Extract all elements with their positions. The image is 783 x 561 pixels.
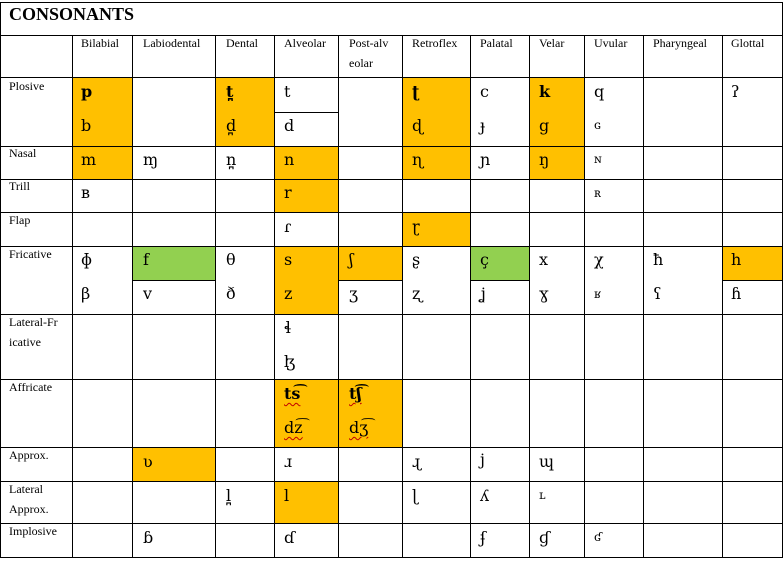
symbol-eng: ŋ [539,150,550,169]
cell [338,212,403,247]
symbol-tesh-affricate: tʃ͡ [349,384,362,403]
symbol-bilabial-trill: ʙ [81,183,91,202]
cell [338,246,403,281]
col-header-velar: Velar [539,36,565,50]
row-header-lateral-approx: Lateral Approx. [9,482,49,516]
symbol-gamma: ɣ [539,284,549,303]
cell [643,379,723,448]
symbol-retroflex-flap: ɽ [412,217,420,236]
col-header-labiodental: Labiodental [143,36,201,50]
cell [584,523,644,558]
cell [470,212,530,247]
cell [215,481,275,524]
cell [338,77,403,147]
symbol-s: s [284,250,293,269]
symbol-turned-y: ʎ [480,486,490,505]
cell [338,280,403,315]
cell [722,523,783,558]
cell [470,481,530,524]
cell [470,246,530,281]
symbol-small-cap-g: ɢ [594,118,601,132]
symbol-small-cap-l: ʟ [539,488,546,502]
symbol-l-dental: l̪ [226,486,232,505]
cell [643,481,723,524]
cell [584,179,644,213]
cell [722,481,783,524]
symbol-d-dental: d̪ [226,116,237,135]
symbol-small-cap-g-hook: ʛ [594,530,602,544]
symbol-labiodental-nasal: ɱ [143,150,159,169]
symbol-dz-affricate: dz͡ [284,418,303,437]
cell [215,523,275,558]
cell [529,447,585,482]
cell [529,246,585,315]
cell [402,523,471,558]
symbol-dezh-affricate: dʒ͡ [349,418,369,437]
cell [529,212,585,247]
symbol-z: z [284,284,293,303]
cell [722,314,783,380]
cell [338,523,403,558]
symbol-ts-affricate: ts͡ [284,384,301,403]
symbol-c: c [480,82,489,101]
symbol-n-dental: n̪ [226,150,237,169]
cell [722,179,783,213]
cell [402,179,471,213]
symbol-alveolar-flap: ɾ [284,217,292,236]
symbol-eth: ð [226,284,236,303]
cell [722,447,783,482]
symbol-turned-r: ɹ [284,452,293,471]
symbol-phi: ɸ [81,250,93,269]
symbol-turned-m-leg: ɰ [539,452,555,471]
cell [72,447,133,482]
cell [402,379,471,448]
cell [722,212,783,247]
symbol-x: x [539,250,549,269]
cell [215,212,275,247]
symbol-j: j [480,450,485,469]
cell [338,379,403,448]
symbol-h-bar: ħ [653,250,664,269]
symbol-h: h [731,250,742,269]
symbol-r: r [284,183,292,202]
row-header-trill: Trill [9,179,30,193]
symbol-lezh: ɮ [284,352,296,371]
cell [584,77,644,147]
symbol-n: n [284,150,295,169]
symbol-retroflex-z: ʐ [412,284,422,303]
cell [132,379,216,448]
cell [584,146,644,180]
symbol-g-hook: ɠ [539,528,550,547]
cell [722,379,783,448]
symbol-barred-j: ɟ [480,116,486,135]
cell [215,379,275,448]
cell [584,212,644,247]
symbol-retroflex-nasal: ɳ [412,150,424,169]
row-header-fricative: Fricative [9,247,52,261]
cell [402,314,471,380]
cell [215,246,275,315]
cell [132,77,216,147]
cell [529,179,585,213]
cell [643,447,723,482]
symbol-d: d [284,116,295,135]
symbol-t: t [284,82,291,101]
symbol-b-hook: ɓ [143,528,154,547]
symbol-esh: ʃ [349,250,354,269]
symbol-inverted-r: ʁ [594,287,601,301]
col-header-uvular: Uvular [594,36,628,50]
symbol-h-hook: ɦ [731,284,742,303]
cell [643,212,723,247]
cell [470,314,530,380]
cell [584,379,644,448]
symbol-belted-l: ɬ [284,318,292,337]
cell [72,379,133,448]
row-header-affricate: Affricate [9,380,53,394]
row-header-plosive: Plosive [9,79,45,93]
symbol-palatal-nasal: ɲ [480,150,491,169]
cell [338,146,403,180]
cell [470,179,530,213]
cell [215,77,275,147]
cell [338,314,403,380]
col-header-glottal: Glottal [731,36,765,50]
symbol-glottal-stop: ʔ [731,82,740,101]
cell [470,146,530,180]
cell [643,314,723,380]
row-header-lateral-fricative: Lateral-Fricative [9,315,58,349]
symbol-g: g [539,116,550,135]
cell [338,179,403,213]
cell [470,77,530,147]
cell [584,246,644,315]
cell [132,314,216,380]
symbol-t-dental: t̪ [226,82,234,101]
cell [643,179,723,213]
symbol-turned-r-hook: ɻ [412,452,421,471]
col-header-pharyngeal: Pharyngeal [653,36,707,50]
cell [584,314,644,380]
symbol-t-retroflex: ʈ [412,82,420,101]
symbol-small-cap-n: ɴ [594,152,602,166]
symbol-curly-j: ʝ [480,284,486,303]
symbol-v: v [143,284,153,303]
cell [584,447,644,482]
symbol-beta: β [81,284,91,303]
cell [132,481,216,524]
cell [529,379,585,448]
symbol-m: m [81,150,97,169]
cell [72,481,133,524]
cell [643,77,723,147]
symbol-retroflex-s: ʂ [412,250,421,269]
page-title: CONSONANTS [9,4,135,24]
col-header-postalveolar: Post-alveolar [349,36,389,70]
cell [470,523,530,558]
symbol-pharyngeal-voiced: ʕ [653,284,662,303]
cell [72,523,133,558]
symbol-p: p [81,82,93,101]
symbol-theta: θ [226,250,236,269]
row-header-approx: Approx. [9,448,49,462]
symbol-f: f [143,250,149,269]
symbol-chi: χ [594,250,604,269]
cell [338,447,403,482]
symbol-q: q [594,82,605,101]
cell [643,146,723,180]
cell [215,447,275,482]
row-header-flap: Flap [9,213,31,227]
col-header-bilabial: Bilabial [81,36,119,50]
cell [338,481,403,524]
col-header-retroflex: Retroflex [412,36,458,50]
cell [529,314,585,380]
cell [470,447,530,482]
symbol-k: k [539,82,551,101]
symbol-uvular-trill: ʀ [594,186,601,200]
cell [529,481,585,524]
cell [215,179,275,213]
col-header-alveolar: Alveolar [284,36,326,50]
cell [72,212,133,247]
symbol-d-hook: ɗ [284,528,295,547]
cell [72,314,133,380]
cell [529,523,585,558]
symbol-l: l [284,486,290,505]
cell [584,481,644,524]
symbol-b: b [81,116,92,135]
row-header-implosive: Implosive [9,524,57,538]
cell [470,280,530,315]
cell [132,212,216,247]
symbol-c-cedilla: ç [480,250,489,269]
corner-cell [0,35,73,78]
cell [643,523,723,558]
cell [215,146,275,180]
symbol-ezh: ʒ [349,284,359,303]
symbol-barred-j-hook: ʄ [480,528,486,547]
row-header-nasal: Nasal [9,146,37,160]
symbol-l-retroflex: ɭ [412,486,418,505]
cell [722,146,783,180]
cell [470,379,530,448]
cell [215,314,275,380]
cell [132,179,216,213]
col-header-dental: Dental [226,36,258,50]
cell [529,77,585,147]
cell [529,146,585,180]
symbol-d-retroflex: ɖ [412,116,423,135]
col-header-palatal: Palatal [480,36,513,50]
symbol-v-hook: ʋ [143,452,153,471]
